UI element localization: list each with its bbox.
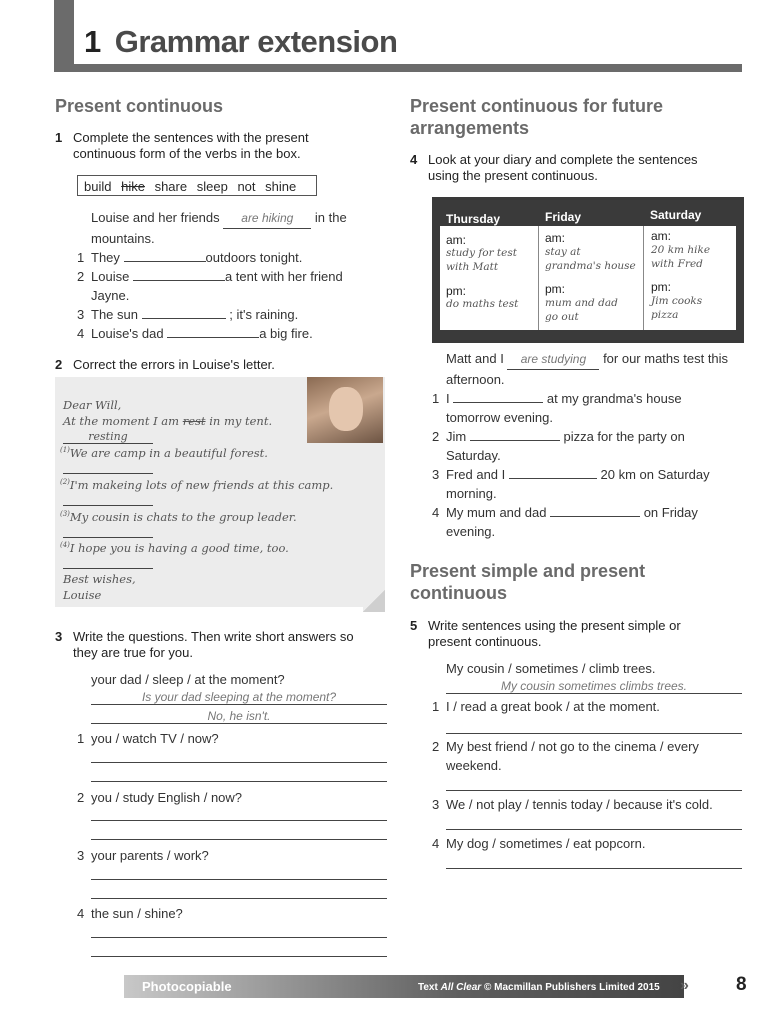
example-line <box>446 349 728 370</box>
diary-day-thursday: Thursday <box>446 212 501 226</box>
unit-number: 1 <box>84 24 101 59</box>
correction-line[interactable] <box>63 473 153 474</box>
text: a tent with her friend <box>224 269 343 284</box>
text: your parents / work? <box>91 848 209 863</box>
list-item <box>432 737 699 756</box>
list-item <box>432 389 728 408</box>
item-number: 3 <box>77 307 85 322</box>
example-answer: are hiking <box>223 209 311 229</box>
text: I <box>446 391 450 406</box>
text: I'm makeing lots of new friends at this camp. <box>69 478 334 492</box>
example-answer: are studying <box>507 350 599 370</box>
text: a big fire. <box>259 326 313 341</box>
text: Louise's dad <box>91 326 164 341</box>
exercise-number: 5 <box>410 618 418 633</box>
section-title-future-arrangements <box>410 95 663 139</box>
text: 20 km on Saturday <box>600 467 710 482</box>
answer-line[interactable] <box>91 937 387 938</box>
diary-entry: pizza <box>651 309 679 321</box>
item-number: 4 <box>77 906 85 921</box>
text: pizza for the party on <box>563 429 685 444</box>
diary-entry: Jim cooks <box>651 295 703 307</box>
word: sleep <box>196 179 228 194</box>
letter-line-1 <box>63 414 272 428</box>
item-number: 1 <box>432 391 440 406</box>
instr-line: they are true for you. <box>73 645 193 660</box>
answer-line[interactable] <box>91 839 387 840</box>
diary-pm-label: pm: <box>651 280 672 294</box>
answer-line[interactable] <box>91 762 387 763</box>
text: At the moment I am <box>63 414 180 428</box>
letter-line-5 <box>60 541 289 555</box>
example-line-cont: mountains. <box>91 231 155 246</box>
answer-line[interactable] <box>91 956 387 957</box>
marker: (4) <box>60 541 70 550</box>
text: The sun <box>91 307 138 322</box>
text: Matt and I <box>446 351 504 366</box>
example-answer-short: No, he isn't. <box>91 709 387 724</box>
text: Text <box>418 982 441 993</box>
text: Fred and I <box>446 467 506 482</box>
exercise-2-instructions <box>55 357 275 373</box>
diary-entry: study for test <box>446 247 517 259</box>
text: in the <box>314 210 347 225</box>
instr-line: Complete the sentences with the present <box>73 130 309 145</box>
list-item-cont: Saturday. <box>446 448 501 463</box>
text: ; it's raining. <box>229 307 299 322</box>
text: outdoors tonight. <box>205 250 303 265</box>
exercise-3-instructions <box>55 629 354 661</box>
exercise-number: 2 <box>55 357 63 372</box>
list-item <box>77 729 219 748</box>
word-crossed: hike <box>121 179 145 194</box>
text: you / watch TV / now? <box>91 731 219 746</box>
list-item-cont: tomorrow evening. <box>446 410 553 425</box>
list-item <box>77 248 347 267</box>
answer-blank[interactable] <box>167 324 259 338</box>
diary-am-label: am: <box>651 229 672 243</box>
text: in my tent. <box>209 414 273 428</box>
item-number: 2 <box>432 429 440 444</box>
letter-correction-example: resting <box>63 430 153 444</box>
text: for our maths test this <box>603 351 729 366</box>
exercise-number: 4 <box>410 152 418 167</box>
diary-entry: with Matt <box>446 261 499 273</box>
title-line: continuous <box>410 583 507 603</box>
marker: (2) <box>60 478 70 487</box>
list-item <box>432 503 728 522</box>
text: the sun / shine? <box>91 906 183 921</box>
face-shape <box>329 387 363 431</box>
text: on Friday <box>643 505 698 520</box>
example-question: your dad / sleep / at the moment? <box>91 672 285 687</box>
item-number: 1 <box>432 699 440 714</box>
struck-word: rest <box>182 414 206 428</box>
item-number: 2 <box>432 739 440 754</box>
footer-copyright <box>418 982 660 993</box>
exercise-number: 1 <box>55 130 63 145</box>
list-item <box>432 834 645 853</box>
answer-blank[interactable] <box>142 305 226 319</box>
exercise-5-instructions <box>410 618 681 650</box>
diary-entry: grandma's house <box>545 260 636 272</box>
exercise-4-instructions <box>410 152 698 184</box>
letter-greeting: Dear Will, <box>63 398 122 412</box>
list-item <box>77 305 347 324</box>
item-number: 3 <box>77 848 85 863</box>
text: We / not play / tennis today / because it's cold. <box>446 797 713 812</box>
exercise-4-items <box>432 349 729 541</box>
list-item <box>432 795 713 814</box>
answer-line[interactable] <box>446 790 742 791</box>
text: you / study English / now? <box>91 790 243 805</box>
letter-fold <box>363 590 385 612</box>
item-number: 3 <box>432 797 440 812</box>
marker: (3) <box>60 510 70 519</box>
diary-am-label: am: <box>545 231 566 245</box>
text: I hope you is having a good time, too. <box>69 541 289 555</box>
answer-line[interactable] <box>446 829 742 830</box>
footer-photocopiable: Photocopiable <box>142 979 232 994</box>
item-number: 4 <box>432 505 440 520</box>
letter-signature: Louise <box>63 588 102 602</box>
text: They <box>91 250 120 265</box>
example-answer: My cousin sometimes climbs trees. <box>446 679 742 694</box>
answer-blank[interactable] <box>470 427 560 441</box>
word-box <box>77 175 317 196</box>
diary-pm-label: pm: <box>446 284 467 298</box>
list-item-cont: Jayne. <box>91 288 130 303</box>
diary-entry: 20 km hike <box>651 244 711 256</box>
answer-blank[interactable] <box>124 248 206 262</box>
letter-line-4 <box>60 510 297 524</box>
item-number: 1 <box>77 250 85 265</box>
letter-line-2 <box>60 446 268 460</box>
item-number: 4 <box>77 326 85 341</box>
diary-entry: do maths test <box>446 298 519 310</box>
diary-day-friday: Friday <box>545 210 582 224</box>
list-item-cont: morning. <box>446 486 497 501</box>
text: We are camp in a beautiful forest. <box>69 446 268 460</box>
diary-column-divider <box>643 226 644 330</box>
item-number: 1 <box>77 731 85 746</box>
text: © Macmillan Publishers Limited 2015 <box>481 982 660 993</box>
answer-line[interactable] <box>91 781 387 782</box>
text: Louise and her friends <box>91 210 220 225</box>
answer-blank[interactable] <box>453 389 543 403</box>
answer-line[interactable] <box>91 820 387 821</box>
example-line <box>91 208 347 229</box>
diary-entry: stay at <box>545 246 581 258</box>
header-bar <box>54 0 74 72</box>
item-number: 2 <box>77 269 85 284</box>
instr-line: Write sentences using the present simple or <box>428 618 681 633</box>
diary-day-saturday: Saturday <box>650 208 702 222</box>
example-question: My cousin / sometimes / climb trees. <box>446 661 656 676</box>
instr-line: using the present continuous. <box>428 168 598 183</box>
item-number: 2 <box>77 790 85 805</box>
answer-line[interactable] <box>91 898 387 899</box>
exercise-1-items <box>77 208 347 343</box>
list-item <box>432 465 728 484</box>
diary-entry: mum and dad <box>545 297 618 309</box>
text: at my grandma's house <box>546 391 682 406</box>
answer-blank[interactable] <box>509 465 597 479</box>
text: My dog / sometimes / eat popcorn. <box>446 836 646 851</box>
answer-line[interactable] <box>446 733 742 734</box>
section-title-present-continuous: Present continuous <box>55 96 224 116</box>
letter-line-3 <box>60 478 333 492</box>
correction-line[interactable] <box>63 505 153 506</box>
title-line: Present continuous for future <box>410 96 664 116</box>
instr-line: continuous form of the verbs in the box. <box>73 146 301 161</box>
book-title: All Clear <box>440 982 482 993</box>
page-title <box>84 24 397 60</box>
section-title-simple-and-continuous <box>410 560 645 604</box>
instr-line: Write the questions. Then write short answers so <box>73 629 354 644</box>
example-answer-question: Is your dad sleeping at the moment? <box>91 690 387 705</box>
list-item-cont: weekend. <box>446 758 502 773</box>
answer-line[interactable] <box>446 868 742 869</box>
word: not shine <box>237 179 297 194</box>
text: Jim <box>446 429 467 444</box>
example-line-cont: afternoon. <box>446 372 505 387</box>
answer-blank[interactable] <box>133 267 225 281</box>
exercise-1-instructions <box>55 130 309 162</box>
instr-text: Correct the errors in Louise's letter. <box>73 357 275 372</box>
diary-am-label: am: <box>446 233 467 247</box>
diary-column-divider <box>538 226 539 330</box>
text: I / read a great book / at the moment. <box>446 699 660 714</box>
exercise-number: 3 <box>55 629 63 644</box>
footer-arrow-icon: » <box>680 977 689 994</box>
instr-line: present continuous. <box>428 634 542 649</box>
list-item <box>77 267 347 286</box>
item-number: 4 <box>432 836 440 851</box>
instr-line: Look at your diary and complete the sentences <box>428 152 698 167</box>
diary-entry: go out <box>545 311 579 323</box>
header-rule <box>74 64 742 72</box>
text: My mum and dad <box>446 505 547 520</box>
word: share <box>154 179 188 194</box>
item-number: 3 <box>432 467 440 482</box>
page-number: 8 <box>736 974 747 995</box>
text: My best friend / not go to the cinema / every <box>446 739 699 754</box>
list-item <box>77 788 242 807</box>
list-item <box>77 846 209 865</box>
list-item <box>77 904 183 923</box>
title-line: arrangements <box>410 118 530 138</box>
answer-blank[interactable] <box>550 503 640 517</box>
title-line: Present simple and present <box>410 561 646 581</box>
word: build <box>84 179 112 194</box>
title-text: Grammar extension <box>114 24 398 59</box>
correction-line[interactable] <box>63 568 153 569</box>
diary-entry: with Fred <box>651 258 703 270</box>
correction-line[interactable] <box>63 537 153 538</box>
list-item <box>77 324 347 343</box>
diary-body <box>440 226 736 330</box>
list-item <box>432 427 728 446</box>
text: My cousin is chats to the group leader. <box>69 510 297 524</box>
text: Louise <box>91 269 130 284</box>
list-item-cont: evening. <box>446 524 496 539</box>
list-item <box>432 697 660 716</box>
marker: (1) <box>60 446 70 455</box>
diary-pm-label: pm: <box>545 282 566 296</box>
letter-closing: Best wishes, <box>63 572 136 586</box>
girl-photo <box>307 377 383 443</box>
answer-line[interactable] <box>91 879 387 880</box>
